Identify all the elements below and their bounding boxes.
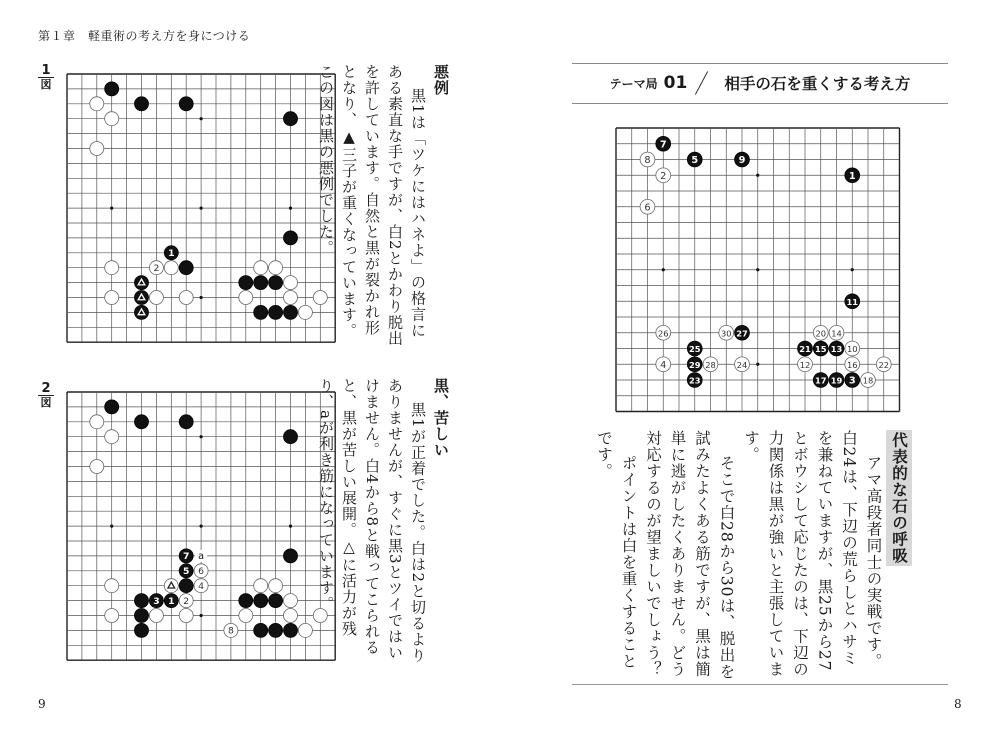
move-number: 13: [830, 344, 843, 355]
footer-rule: [572, 684, 948, 685]
stone-disc: [134, 305, 148, 319]
figure-suffix: 図: [40, 396, 52, 409]
go-diagram-2: [59, 384, 343, 668]
move-number: 19: [830, 375, 843, 386]
white-stone: [90, 459, 104, 473]
move-number: 16: [846, 359, 858, 370]
commentary-paragraph: アマ高段者同士の実戦です。白24は、下辺の荒らしとハサミを兼ねていますが、黒25から27とボウシして応じたのは、下辺の力関係は黒が強いと主張しています。: [742, 430, 883, 678]
star-point: [200, 435, 203, 438]
white-stone: [254, 261, 268, 275]
white-stone: [194, 564, 208, 578]
stone-disc: [269, 594, 283, 608]
black-stone: [239, 276, 253, 290]
stone-disc: [134, 276, 148, 290]
star-point: [200, 207, 203, 210]
black-stone: [735, 152, 750, 167]
stone-disc: [105, 261, 119, 275]
commentary-paragraph: 黒1が正着でした。白は2と切るよりありませんが、すぐに黒3とツイではいけません。白4から8と戦ってこられると、黒が苦しい展開。△に活力が残り、aが利き筋になっています。: [317, 378, 427, 664]
stone-disc: [269, 261, 283, 275]
stone-disc: [90, 459, 104, 473]
move-number: 3: [153, 595, 160, 607]
white-stone: [164, 579, 178, 593]
black-stone: [179, 97, 193, 111]
black-stone: [283, 623, 297, 637]
move-number: 1: [848, 170, 856, 182]
black-stone: [149, 594, 163, 608]
move-number: 7: [659, 139, 667, 151]
white-stone: [105, 608, 119, 622]
move-number: 23: [688, 375, 701, 386]
star-point: [851, 268, 854, 271]
black-stone: [283, 112, 297, 126]
black-stone: [687, 373, 702, 388]
white-stone: [105, 430, 119, 444]
move-number: 2: [660, 170, 667, 182]
stone-disc: [149, 608, 163, 622]
star-point: [756, 268, 759, 271]
white-stone: [239, 608, 253, 622]
white-stone: [876, 357, 891, 372]
white-stone: [845, 341, 860, 356]
stone-disc: [134, 608, 148, 622]
move-number: 30: [720, 328, 732, 339]
stone-disc: [164, 579, 178, 593]
white-stone: [164, 261, 178, 275]
move-number: 2: [183, 595, 190, 607]
move-number: 11: [846, 296, 859, 307]
white-stone: [735, 357, 750, 372]
black-stone: [283, 430, 297, 444]
stone-disc: [105, 608, 119, 622]
white-stone: [105, 579, 119, 593]
black-stone: [845, 168, 860, 183]
stone-disc: [105, 82, 119, 96]
move-number: 4: [198, 581, 205, 593]
black-stone: [164, 246, 178, 260]
black-stone: [134, 608, 148, 622]
black-stone: [687, 357, 702, 372]
black-stone: [134, 415, 148, 429]
white-stone: [224, 623, 238, 637]
stone-disc: [283, 305, 297, 319]
move-number: 6: [198, 566, 205, 578]
stone-disc: [90, 141, 104, 155]
black-stone: [179, 261, 193, 275]
stone-disc: [179, 290, 193, 304]
white-stone: [105, 112, 119, 126]
stone-disc: [179, 261, 193, 275]
white-stone: [283, 276, 297, 290]
stone-disc: [283, 549, 297, 563]
stone-disc: [269, 305, 283, 319]
black-stone: [254, 305, 268, 319]
black-stone: [134, 623, 148, 637]
figure-suffix: 図: [40, 78, 52, 91]
figure-2-label: [38, 382, 54, 409]
stone-disc: [239, 290, 253, 304]
figure-number: 1: [38, 64, 54, 78]
move-number: 18: [862, 375, 874, 386]
star-point: [289, 525, 292, 528]
move-number: 5: [691, 155, 699, 167]
star-point: [200, 525, 203, 528]
stone-disc: [105, 430, 119, 444]
stone-disc: [164, 261, 178, 275]
stone-disc: [149, 290, 163, 304]
star-point: [756, 363, 759, 366]
stone-disc: [298, 623, 312, 637]
white-stone: [813, 325, 828, 340]
white-stone: [194, 579, 208, 593]
move-number: 1: [168, 248, 175, 260]
black-stone: [105, 82, 119, 96]
move-number: 24: [736, 359, 748, 370]
stone-disc: [134, 623, 148, 637]
stone-disc: [269, 623, 283, 637]
stone-disc: [105, 579, 119, 593]
white-stone: [656, 168, 671, 183]
commentary-heading: 悪例: [432, 64, 450, 96]
stone-disc: [283, 608, 297, 622]
stone-disc: [254, 579, 268, 593]
black-stone: [813, 341, 828, 356]
stone-disc: [283, 594, 297, 608]
stone-disc: [90, 97, 104, 111]
black-stone: [269, 623, 283, 637]
theme-number: 01: [663, 73, 688, 93]
white-stone: [239, 290, 253, 304]
black-stone: [179, 549, 193, 563]
stone-disc: [254, 261, 268, 275]
black-stone: [798, 341, 813, 356]
white-stone: [703, 357, 718, 372]
black-stone: [829, 341, 844, 356]
black-stone: [254, 594, 268, 608]
white-stone: [90, 141, 104, 155]
stone-disc: [179, 97, 193, 111]
black-stone: [254, 623, 268, 637]
white-stone: [283, 290, 297, 304]
stone-disc: [105, 112, 119, 126]
running-head: 第１章 軽重術の考え方を身につける: [38, 29, 251, 43]
theme-title-bar: [572, 64, 948, 102]
move-number: 21: [799, 344, 811, 355]
white-stone: [269, 261, 283, 275]
move-number: 10: [846, 344, 858, 355]
move-number: 7: [182, 551, 190, 563]
black-stone: [179, 415, 193, 429]
black-stone: [105, 400, 119, 414]
move-number: 8: [644, 155, 651, 167]
star-point: [110, 525, 113, 528]
black-stone: [179, 579, 193, 593]
black-stone: [845, 373, 860, 388]
white-stone: [149, 290, 163, 304]
stone-disc: [134, 594, 148, 608]
stone-disc: [179, 608, 193, 622]
black-stone: [283, 231, 297, 245]
stone-disc: [239, 608, 253, 622]
stone-disc: [179, 415, 193, 429]
white-stone: [149, 608, 163, 622]
black-stone: [269, 305, 283, 319]
page-number-right: 8: [954, 697, 962, 711]
white-stone: [90, 97, 104, 111]
title-rule-bottom: [572, 103, 948, 104]
move-number: 25: [688, 344, 701, 355]
move-number: 17: [814, 375, 827, 386]
white-stone: [105, 290, 119, 304]
move-number: 28: [705, 359, 716, 370]
white-stone: [90, 415, 104, 429]
stone-disc: [90, 415, 104, 429]
point-label: a: [198, 551, 205, 563]
move-number: 8: [227, 625, 234, 637]
commentary-heading: 黒、苦しい: [432, 378, 450, 458]
theme-label: テーマ局: [609, 76, 658, 91]
stone-disc: [254, 305, 268, 319]
move-number: 3: [848, 375, 856, 387]
stone-disc: [239, 594, 253, 608]
stone-disc: [134, 97, 148, 111]
white-stone: [656, 325, 671, 340]
stone-disc: [134, 290, 148, 304]
move-number: 12: [799, 359, 811, 370]
star-point: [200, 614, 203, 617]
black-stone: [829, 373, 844, 388]
white-stone: [719, 325, 734, 340]
theme-commentary: [592, 430, 913, 680]
star-point: [200, 117, 203, 120]
star-point: [756, 174, 759, 177]
stone-disc: [269, 579, 283, 593]
white-stone: [283, 594, 297, 608]
commentary-paragraph: ポイントは白を重くすることです。: [595, 430, 638, 670]
black-stone: [179, 564, 193, 578]
figure-2-commentary: [314, 378, 452, 668]
stone-disc: [254, 623, 268, 637]
black-stone: [134, 305, 148, 319]
star-point: [200, 296, 203, 299]
white-stone: [798, 357, 813, 372]
stone-disc: [254, 594, 268, 608]
white-stone: [105, 261, 119, 275]
white-stone: [640, 199, 655, 214]
commentary-heading: 代表的な石の呼吸: [886, 430, 913, 566]
white-stone: [179, 608, 193, 622]
white-stone: [254, 579, 268, 593]
black-stone: [134, 97, 148, 111]
stone-disc: [283, 290, 297, 304]
star-point: [289, 207, 292, 210]
black-stone: [735, 325, 750, 340]
commentary-paragraph: そこで白28から30は、脱出を試みたよくある筋ですが、黒は簡単に逃がしたくありません。どう対応するのが望ましいでしょう？: [644, 430, 736, 680]
stone-disc: [298, 305, 312, 319]
black-stone: [134, 594, 148, 608]
black-stone: [283, 305, 297, 319]
move-number: 15: [814, 344, 827, 355]
white-stone: [269, 579, 283, 593]
stone-disc: [105, 290, 119, 304]
white-stone: [283, 608, 297, 622]
star-point: [662, 268, 665, 271]
black-stone: [269, 594, 283, 608]
white-stone: [845, 357, 860, 372]
white-stone: [656, 357, 671, 372]
stone-disc: [269, 276, 283, 290]
black-stone: [239, 594, 253, 608]
white-stone: [829, 325, 844, 340]
move-number: 5: [182, 566, 190, 578]
black-stone: [164, 594, 178, 608]
white-stone: [298, 623, 312, 637]
move-number: 22: [878, 359, 890, 370]
stone-disc: [283, 430, 297, 444]
move-number: 20: [815, 328, 827, 339]
stone-disc: [179, 579, 193, 593]
move-number: 27: [736, 328, 748, 339]
black-stone: [656, 136, 671, 151]
figure-1-label: [38, 64, 54, 91]
black-stone: [134, 276, 148, 290]
white-stone: [179, 594, 193, 608]
move-number: 14: [831, 328, 842, 339]
stone-disc: [254, 276, 268, 290]
white-stone: [149, 261, 163, 275]
white-stone: [179, 290, 193, 304]
stone-disc: [283, 231, 297, 245]
black-stone: [283, 549, 297, 563]
commentary-paragraph: 黒1は「ツケにはハネよ」の格言にある素直な手ですが、白2とかわり脱出を許しています。自然と黒が裂かれ形となり、▲三子が重くなっています。この図は黒の悪例でした。: [317, 64, 427, 347]
move-number: 2: [153, 263, 160, 275]
black-stone: [134, 290, 148, 304]
stone-disc: [239, 276, 253, 290]
go-diagram-theme: [607, 119, 908, 418]
move-number: 1: [168, 595, 175, 607]
figure-number: 2: [38, 382, 54, 396]
black-stone: [845, 294, 860, 309]
black-stone: [269, 276, 283, 290]
stone-disc: [283, 112, 297, 126]
move-number: 6: [644, 202, 651, 214]
stone-disc: [283, 623, 297, 637]
black-stone: [687, 152, 702, 167]
move-number: 4: [660, 359, 667, 371]
stone-disc: [105, 400, 119, 414]
move-number: 26: [657, 328, 669, 339]
white-stone: [640, 152, 655, 167]
slash-divider: [695, 71, 708, 94]
theme-title: 相手の石を重くする考え方: [724, 75, 911, 93]
figure-1-commentary: [314, 64, 452, 349]
stone-disc: [283, 276, 297, 290]
white-stone: [298, 305, 312, 319]
page-number-left: 9: [38, 697, 46, 711]
move-number: 9: [738, 155, 746, 167]
stone-disc: [134, 415, 148, 429]
white-stone: [861, 373, 876, 388]
move-number: 29: [688, 359, 701, 370]
star-point: [110, 207, 113, 210]
black-stone: [254, 276, 268, 290]
black-stone: [813, 373, 828, 388]
black-stone: [687, 341, 702, 356]
go-diagram-1: [59, 66, 343, 350]
